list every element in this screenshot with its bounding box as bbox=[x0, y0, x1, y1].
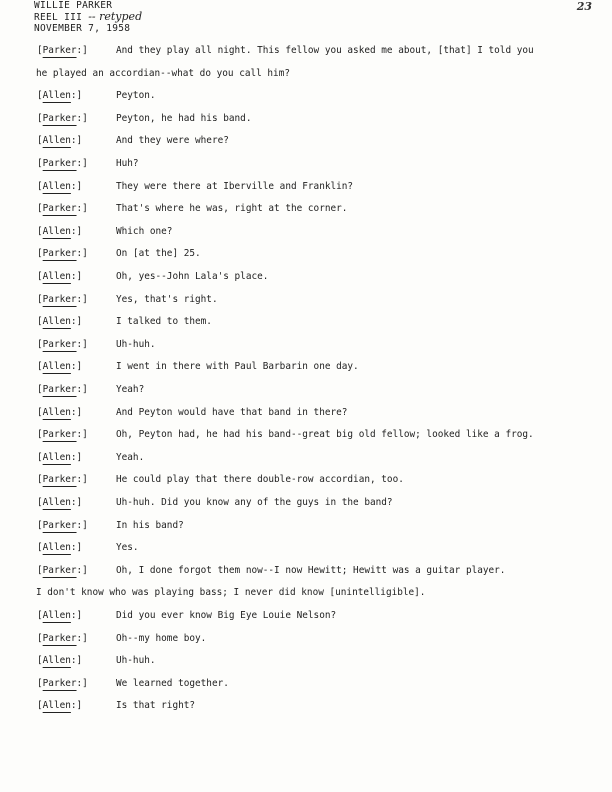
speaker-label bbox=[37, 497, 82, 508]
speaker-label bbox=[37, 158, 88, 169]
speaker-name: Allen bbox=[42, 316, 71, 328]
speaker-name: Parker bbox=[42, 248, 77, 260]
page-number: 23 bbox=[576, 0, 592, 13]
speaker-name: Allen bbox=[42, 180, 71, 192]
speaker-name: Allen bbox=[42, 361, 71, 373]
speaker-name: Parker bbox=[42, 338, 77, 350]
speaker-label bbox=[37, 452, 82, 463]
speaker-bracket-open: [ bbox=[37, 45, 43, 56]
speaker-label bbox=[37, 565, 88, 576]
interviewee-name: WILLIE PARKER bbox=[34, 0, 113, 11]
speaker-bracket-close: :] bbox=[70, 655, 83, 667]
speaker-bracket-open: [ bbox=[37, 225, 43, 237]
speaker-bracket-open: [ bbox=[37, 429, 43, 441]
speech-text: And they play all night. This fellow you asked me about, [that] I told you bbox=[116, 45, 534, 56]
speaker-label bbox=[37, 135, 82, 146]
speaker-bracket-open: [ bbox=[37, 293, 43, 305]
speaker-name: Allen bbox=[42, 655, 71, 667]
speaker-label bbox=[37, 45, 88, 56]
speaker-bracket-open: [ bbox=[37, 610, 43, 621]
speech-text: Peyton, he had his band. bbox=[116, 112, 252, 124]
speaker-bracket-close: :] bbox=[76, 564, 88, 576]
speaker-bracket-open: [ bbox=[37, 632, 43, 644]
speech-text: And Peyton would have that band in there? bbox=[116, 406, 348, 418]
reel-line bbox=[34, 11, 142, 23]
speaker-bracket-close: :] bbox=[76, 632, 88, 644]
speaker-label bbox=[37, 316, 82, 327]
speaker-name: Parker bbox=[42, 519, 77, 531]
speaker-bracket-close: :] bbox=[76, 248, 88, 260]
speaker-label bbox=[37, 429, 88, 440]
speaker-bracket-open: [ bbox=[37, 338, 43, 350]
speech-text: He could play that there double-row accordian, too. bbox=[116, 474, 404, 486]
speaker-label bbox=[37, 181, 82, 192]
speech-text: Oh, Peyton had, he had his band--great big old fellow; looked like a frog. bbox=[116, 429, 534, 441]
speaker-name: Parker bbox=[42, 45, 77, 56]
speaker-label bbox=[37, 361, 82, 372]
speaker-bracket-close: :] bbox=[76, 293, 88, 305]
speaker-bracket-close: :] bbox=[70, 497, 83, 508]
speech-text: Uh-huh. Did you know any of the guys in the band? bbox=[116, 497, 393, 508]
document-header bbox=[34, 0, 142, 34]
speaker-bracket-close: :] bbox=[76, 474, 88, 486]
speaker-label bbox=[37, 700, 82, 711]
speaker-name: Parker bbox=[42, 677, 77, 689]
speaker-bracket-close: :] bbox=[76, 203, 88, 215]
speaker-bracket-open: [ bbox=[37, 406, 43, 418]
speaker-label bbox=[37, 271, 82, 282]
speech-text: In his band? bbox=[116, 519, 184, 531]
speaker-name: Parker bbox=[42, 158, 77, 169]
speech-text: Is that right? bbox=[116, 700, 196, 712]
speaker-name: Allen bbox=[42, 542, 71, 554]
reel-label: REEL III bbox=[34, 12, 83, 23]
speaker-label bbox=[37, 542, 82, 553]
speaker-name: Allen bbox=[42, 225, 71, 237]
speech-text: Peyton. bbox=[116, 90, 156, 102]
speaker-bracket-close: :] bbox=[76, 519, 88, 531]
speech-text: They were there at Iberville and Franklin? bbox=[116, 180, 354, 192]
speaker-bracket-open: [ bbox=[37, 112, 43, 124]
speaker-label bbox=[37, 655, 82, 666]
speaker-label bbox=[37, 113, 88, 124]
speaker-name: Parker bbox=[42, 474, 77, 486]
speaker-bracket-open: [ bbox=[37, 271, 43, 282]
speaker-bracket-open: [ bbox=[37, 700, 43, 712]
speaker-name: Parker bbox=[42, 112, 77, 124]
continuation-line: he played an accordian--what do you call him? bbox=[36, 67, 290, 79]
interview-date: NOVEMBER 7, 1958 bbox=[34, 23, 131, 34]
speaker-label bbox=[37, 384, 88, 395]
speaker-bracket-open: [ bbox=[37, 655, 43, 667]
speaker-bracket-open: [ bbox=[37, 497, 43, 508]
speaker-label bbox=[37, 339, 88, 350]
speaker-bracket-close: :] bbox=[76, 429, 88, 441]
speech-text: Yeah? bbox=[116, 384, 145, 395]
speech-text: I talked to them. bbox=[116, 316, 212, 328]
speaker-name: Parker bbox=[42, 632, 77, 644]
speaker-bracket-close: :] bbox=[76, 112, 88, 124]
speaker-name: Parker bbox=[42, 564, 77, 576]
speech-text: Oh, I done forgot them now--I now Hewitt; Hewitt was a guitar player. bbox=[116, 564, 506, 576]
speech-text: Yeah. bbox=[116, 451, 145, 463]
speaker-bracket-open: [ bbox=[37, 90, 43, 102]
speaker-label bbox=[37, 633, 88, 644]
speaker-bracket-open: [ bbox=[37, 384, 43, 395]
speaker-bracket-open: [ bbox=[37, 248, 43, 260]
speech-text: We learned together. bbox=[116, 677, 229, 689]
speaker-bracket-close: :] bbox=[76, 338, 88, 350]
speaker-name: Allen bbox=[42, 451, 71, 463]
speaker-bracket-close: :] bbox=[70, 271, 83, 282]
speaker-name: Parker bbox=[42, 293, 77, 305]
speaker-name: Parker bbox=[42, 384, 77, 395]
speaker-bracket-open: [ bbox=[37, 474, 43, 486]
speech-text: Huh? bbox=[116, 158, 139, 169]
speaker-bracket-close: :] bbox=[70, 406, 83, 418]
speaker-bracket-open: [ bbox=[37, 135, 43, 147]
speech-text: And they were where? bbox=[116, 135, 229, 147]
speaker-label bbox=[37, 226, 82, 237]
speech-text: Yes, that's right. bbox=[116, 293, 218, 305]
speech-text: Did you ever know Big Eye Louie Nelson? bbox=[116, 610, 337, 621]
speaker-bracket-close: :] bbox=[70, 90, 83, 102]
speaker-label bbox=[37, 248, 88, 259]
speaker-bracket-open: [ bbox=[37, 564, 43, 576]
speaker-bracket-close: :] bbox=[70, 451, 83, 463]
speaker-label bbox=[37, 294, 88, 305]
speech-text: Uh-huh. bbox=[116, 655, 156, 667]
speaker-name: Parker bbox=[42, 203, 77, 215]
speaker-label bbox=[37, 90, 82, 101]
speaker-bracket-open: [ bbox=[37, 677, 43, 689]
speaker-bracket-open: [ bbox=[37, 519, 43, 531]
speaker-name: Allen bbox=[42, 135, 71, 147]
speaker-bracket-close: :] bbox=[76, 158, 88, 169]
speaker-bracket-close: :] bbox=[70, 542, 83, 554]
speaker-label bbox=[37, 520, 88, 531]
speech-text: That's where he was, right at the corner. bbox=[116, 203, 348, 215]
speaker-name: Allen bbox=[42, 271, 71, 282]
speaker-bracket-close: :] bbox=[70, 610, 83, 621]
speaker-name: Allen bbox=[42, 700, 71, 712]
speaker-label bbox=[37, 678, 88, 689]
speaker-bracket-close: :] bbox=[76, 677, 88, 689]
speaker-label bbox=[37, 610, 82, 621]
speaker-bracket-close: :] bbox=[70, 316, 83, 328]
speaker-label bbox=[37, 474, 88, 485]
speech-text: Oh--my home boy. bbox=[116, 632, 207, 644]
speaker-bracket-close: :] bbox=[70, 180, 83, 192]
speech-text: Uh-huh. bbox=[116, 338, 156, 350]
speech-text: Oh, yes--John Lala's place. bbox=[116, 271, 269, 282]
reel-handwritten-note: -- retyped bbox=[88, 10, 143, 23]
speaker-bracket-open: [ bbox=[37, 361, 43, 373]
speaker-bracket-open: [ bbox=[37, 542, 43, 554]
speaker-bracket-open: [ bbox=[37, 316, 43, 328]
speaker-bracket-open: [ bbox=[37, 451, 43, 463]
speech-text: I went in there with Paul Barbarin one day. bbox=[116, 361, 359, 373]
speaker-bracket-open: [ bbox=[37, 180, 43, 192]
speaker-bracket-open: [ bbox=[37, 203, 43, 215]
speaker-name: Allen bbox=[42, 610, 71, 621]
speech-text: Yes. bbox=[116, 542, 139, 554]
speaker-bracket-close: :] bbox=[76, 45, 88, 56]
speaker-label bbox=[37, 407, 82, 418]
speaker-bracket-open: [ bbox=[37, 158, 43, 169]
speaker-name: Allen bbox=[42, 406, 71, 418]
speaker-name: Parker bbox=[42, 429, 77, 441]
speaker-bracket-close: :] bbox=[70, 361, 83, 373]
speaker-name: Allen bbox=[42, 497, 71, 508]
speaker-bracket-close: :] bbox=[70, 135, 83, 147]
continuation-line: I don't know who was playing bass; I never did know [unintelligible]. bbox=[36, 587, 426, 599]
speaker-name: Allen bbox=[42, 90, 71, 102]
speaker-label bbox=[37, 203, 88, 214]
speech-text: Which one? bbox=[116, 225, 173, 237]
speaker-bracket-close: :] bbox=[76, 384, 88, 395]
speaker-bracket-close: :] bbox=[70, 700, 83, 712]
speaker-bracket-close: :] bbox=[70, 225, 83, 237]
speech-text: On [at the] 25. bbox=[116, 248, 201, 260]
